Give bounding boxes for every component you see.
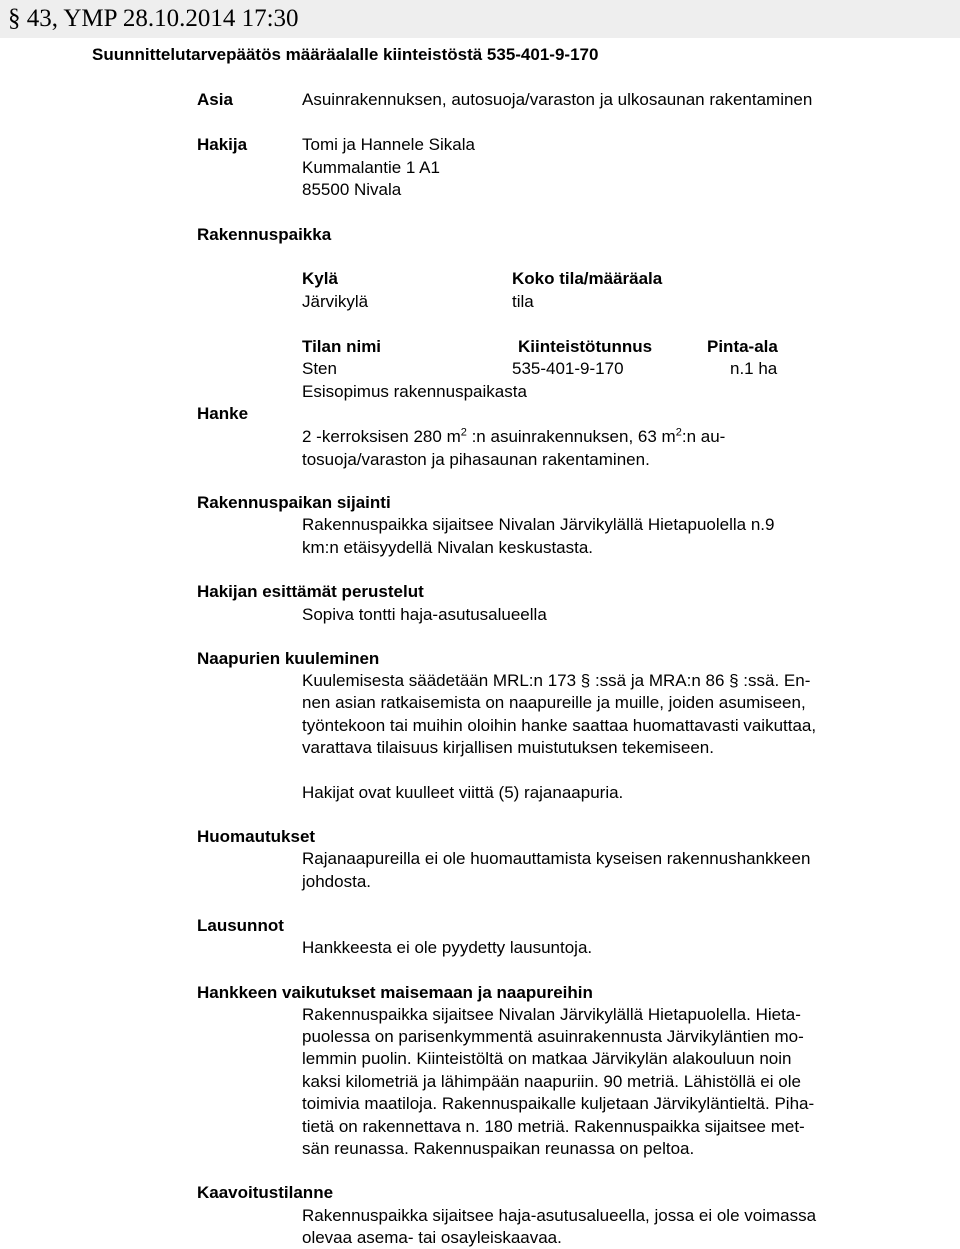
vaikutukset-heading: Hankkeen vaikutukset maisemaan ja naapureihin [197,983,593,1002]
rakennuspaikka-label: Rakennuspaikka [197,225,332,244]
document-title: Suunnittelutarvepäätös määräalalle kiinteistöstä 535-401-9-170 [92,45,599,64]
header-bar [0,0,960,38]
vaikutukset-line-7: sän reunassa. Rakennuspaikan reunassa on peltoa. [302,1139,695,1158]
naapurit-line-4: varattava tilaisuus kirjallisen muistutuksen tekemiseen. [302,738,714,757]
hanke-line-2: tosuoja/varaston ja pihasaunan rakentaminen. [302,450,650,469]
section-header: § 43, YMP 28.10.2014 17:30 [8,5,299,32]
tilan-nimi-value: Sten [302,359,337,378]
kyla-value: Järvikylä [302,292,369,311]
naapurit-line-1: Kuulemisesta säädetään MRL:n 173 § :ssä ja MRA:n 86 § :ssä. En- [302,671,811,690]
koko-value: tila [512,292,534,311]
vaikutukset-line-2: puolessa on parisenkymmentä asuinrakennusta Järvikyläntien mo- [302,1027,804,1046]
vaikutukset-line-3: lemmin puolin. Kiinteistöltä on matkaa Järvikylän alakouluun noin [302,1049,792,1068]
pinta-ala-value: n.1 ha [730,359,778,378]
hakija-name: Tomi ja Hannele Sikala [302,135,475,154]
hanke-line-1-part-c: :n au- [681,427,726,446]
huomautukset-line-1: Rajanaapureilla ei ole huomauttamista kyseisen rakennushankkeen [302,849,811,868]
perustelut-text: Sopiva tontti haja-asutusalueella [302,605,547,624]
koko-label: Koko tila/määräala [512,269,663,288]
perustelut-heading: Hakijan esittämät perustelut [197,582,424,601]
hanke-line-1-part-b: :n asuinrakennuksen, 63 m [466,427,676,446]
kaavoitus-heading: Kaavoitustilanne [197,1183,334,1202]
superscript-2: 2 [460,426,467,439]
asia-value: Asuinrakennuksen, autosuoja/varaston ja ulkosaunan rakentaminen [302,90,813,109]
vaikutukset-line-6: tietä on rakennettava n. 180 metriä. Rakennuspaikka sijaitsee met- [302,1117,805,1136]
kaavoitus-line-1: Rakennuspaikka sijaitsee haja-asutusalueella, jossa ei ole voimassa [302,1206,817,1225]
vaikutukset-line-4: kaksi kilometriä ja lähimpään naapuriin. 90 metriä. Lähistöllä ei ole [302,1072,801,1091]
hakija-address-2: 85500 Nivala [302,180,402,199]
vaikutukset-line-5: toimivia maatiloja. Rakennuspaikalle kuljetaan Järvikyläntieltä. Piha- [302,1094,815,1113]
huomautukset-heading: Huomautukset [197,827,316,846]
lausunnot-text: Hankkeesta ei ole pyydetty lausuntoja. [302,938,593,957]
naapurit-line-2: nen asian ratkaisemista on naapureille ja muille, joiden asumiseen, [302,693,806,712]
kyla-label: Kylä [302,269,338,288]
naapurit-heading: Naapurien kuuleminen [197,649,380,668]
kiinteistotunnus-label: Kiinteistötunnus [518,337,653,356]
kaavoitus-line-2: olevaa asema- tai osayleiskaavaa. [302,1228,562,1247]
hakija-address-1: Kummalantie 1 A1 [302,158,440,177]
asia-label: Asia [197,90,233,109]
hanke-label: Hanke [197,404,249,423]
huomautukset-line-2: johdosta. [302,872,371,891]
hanke-line-1-part-a: 2 -kerroksisen 280 m [302,427,461,446]
sijainti-heading: Rakennuspaikan sijainti [197,493,391,512]
superscript-2: 2 [675,426,682,439]
pinta-ala-label: Pinta-ala [707,337,778,356]
vaikutukset-line-1: Rakennuspaikka sijaitsee Nivalan Järvikylällä Hietapuolella. Hieta- [302,1005,801,1024]
hakija-label: Hakija [197,135,248,154]
tilan-nimi-label: Tilan nimi [302,337,382,356]
sijainti-line-2: km:n etäisyydellä Nivalan keskustasta. [302,538,594,557]
esisopimus-text: Esisopimus rakennuspaikasta [302,382,527,401]
hakijat-kuulleet-text: Hakijat ovat kuulleet viittä (5) rajanaapuria. [302,783,624,802]
kiinteistotunnus-value: 535-401-9-170 [512,359,624,378]
hanke-line-1 [302,426,725,448]
lausunnot-heading: Lausunnot [197,916,284,935]
sijainti-line-1: Rakennuspaikka sijaitsee Nivalan Järvikylällä Hietapuolella n.9 [302,515,775,534]
naapurit-line-3: työntekoon tai muihin oloihin hanke saattaa huomattavasti vaikuttaa, [302,716,817,735]
